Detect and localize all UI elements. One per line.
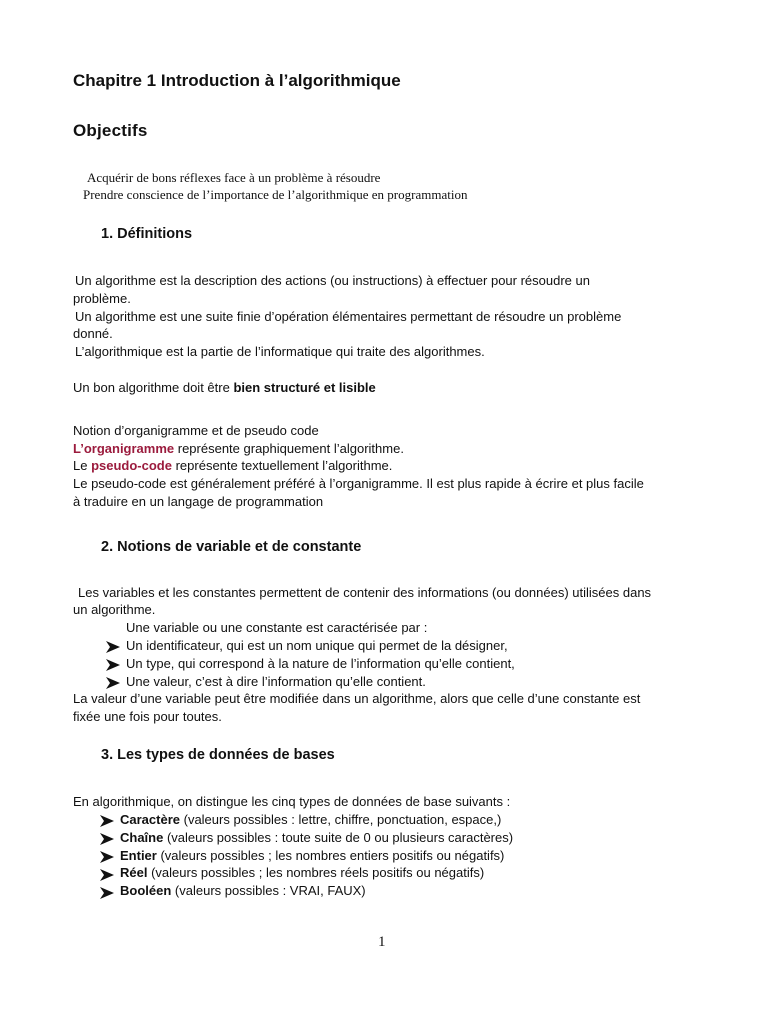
list-item: Un identificateur, qui est un nom unique qui permet de la désigner, [126, 638, 508, 653]
objectifs-heading: Objectifs [73, 121, 148, 140]
list-item: Entier (valeurs possibles ; les nombres entiers positifs ou négatifs) [120, 848, 505, 863]
list-item: Chaîne (valeurs possibles : toute suite de 0 ou plusieurs caractères) [120, 830, 514, 845]
paragraph: Le pseudo-code représente textuellement l’algorithme. [73, 458, 393, 473]
page-number: 1 [378, 934, 386, 950]
bullet-arrow-icon [106, 659, 120, 671]
paragraph: Notion d’organigramme et de pseudo code [73, 423, 319, 438]
paragraph: L’algorithmique est la partie de l’informatique qui traite des algorithmes. [75, 344, 485, 359]
bullet-arrow-icon [100, 887, 114, 899]
bullet-arrow-icon [106, 641, 120, 653]
bullet-arrow-icon [100, 815, 114, 827]
objective-line: Prendre conscience de l’importance de l’algorithmique en programmation [83, 187, 468, 202]
paragraph: Un bon algorithme doit être bien structuré et lisible [73, 380, 376, 395]
section-heading-variables: 2. Notions de variable et de constante [101, 539, 362, 555]
objective-line: Acquérir de bons réflexes face à un problème à résoudre [87, 170, 381, 185]
list-item: Réel (valeurs possibles ; les nombres réels positifs ou négatifs) [120, 865, 485, 880]
list-item: Booléen (valeurs possibles : VRAI, FAUX) [120, 883, 366, 898]
paragraph: En algorithmique, on distingue les cinq types de données de base suivants : [73, 794, 511, 809]
section-heading-definitions: 1. Définitions [101, 226, 193, 242]
term-organigramme: L’organigramme [73, 441, 175, 456]
paragraph: L’organigramme représente graphiquement l’algorithme. [73, 441, 404, 456]
bullet-arrow-icon [100, 869, 114, 881]
list-item: Un type, qui correspond à la nature de l’information qu’elle contient, [126, 656, 515, 671]
paragraph: donné. [73, 326, 113, 341]
paragraph: Un algorithme est la description des actions (ou instructions) à effectuer pour résoudre un [75, 273, 590, 288]
paragraph: à traduire en un langage de programmation [73, 494, 324, 509]
paragraph: un algorithme. [73, 602, 156, 617]
term-pseudo-code: pseudo-code [91, 458, 172, 473]
paragraph: Le pseudo-code est généralement préféré à l’organigramme. Il est plus rapide à écrire et plus facile [73, 476, 644, 491]
list-item: Caractère (valeurs possibles : lettre, chiffre, ponctuation, espace,) [120, 812, 502, 827]
section-heading-types: 3. Les types de données de bases [101, 747, 335, 763]
paragraph: La valeur d’une variable peut être modifiée dans un algorithme, alors que celle d’une constante est [73, 691, 641, 706]
paragraph: Une variable ou une constante est caractérisée par : [126, 620, 428, 635]
bullet-arrow-icon [100, 851, 114, 863]
paragraph: problème. [73, 291, 131, 306]
paragraph: Les variables et les constantes permettent de contenir des informations (ou données) utilisées dans [78, 585, 652, 600]
chapter-title: Chapitre 1 Introduction à l’algorithmique [73, 71, 401, 90]
bullet-arrow-icon [106, 677, 120, 689]
list-item: Une valeur, c’est à dire l’information qu’elle contient. [126, 674, 426, 689]
paragraph: Un algorithme est une suite finie d’opération élémentaires permettant de résoudre un problème [75, 309, 622, 324]
bullet-arrow-icon [100, 833, 114, 845]
paragraph: fixée une fois pour toutes. [73, 709, 222, 724]
